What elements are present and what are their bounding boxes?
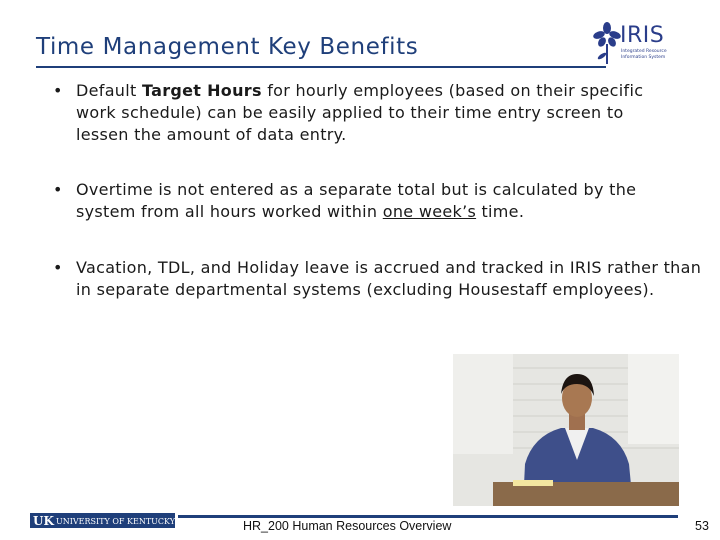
bullet-target-hours	[52, 80, 676, 146]
page-number: 53	[695, 519, 709, 533]
logo-subtitle: Integrated Resource Information System	[621, 49, 667, 60]
bullet-3-text: Vacation, TDL, and Holiday leave is accrued and tracked in IRIS rather than in separate departmental systems (excluding Housestaff employees).	[76, 258, 702, 299]
bullet-leave	[52, 257, 716, 301]
svg-text:UK: UK	[33, 514, 54, 528]
logo-wordmark: IRIS	[620, 23, 665, 48]
title-underline	[36, 66, 606, 68]
one-weeks-term: one week’s	[382, 202, 477, 221]
bullet-overtime	[52, 179, 676, 223]
bullet-dot: •	[53, 258, 63, 277]
footer-rule	[178, 515, 678, 518]
footer-course-title: HR_200 Human Resources Overview	[243, 519, 452, 533]
bullet-dot: •	[53, 180, 63, 199]
slide-title: Time Management Key Benefits	[36, 34, 419, 60]
businesswoman-photo	[453, 354, 679, 506]
target-hours-term: Target Hours	[141, 81, 262, 100]
bullet-dot: •	[53, 81, 63, 100]
university-of-kentucky-logo	[30, 513, 175, 528]
svg-text:UNIVERSITY OF KENTUCKY: UNIVERSITY OF KENTUCKY	[56, 517, 175, 526]
bullet-2-text: Overtime is not entered as a separate total but is calculated by the system from all hours worked within one week’s time.	[76, 180, 637, 221]
iris-flower-icon	[592, 20, 622, 66]
bullet-1-text: Default Target Hours for hourly employees (based on their specific work schedule) can be easily applied to their time entry screen to lessen the amount of data entry.	[76, 81, 644, 144]
iris-logo	[592, 20, 672, 70]
